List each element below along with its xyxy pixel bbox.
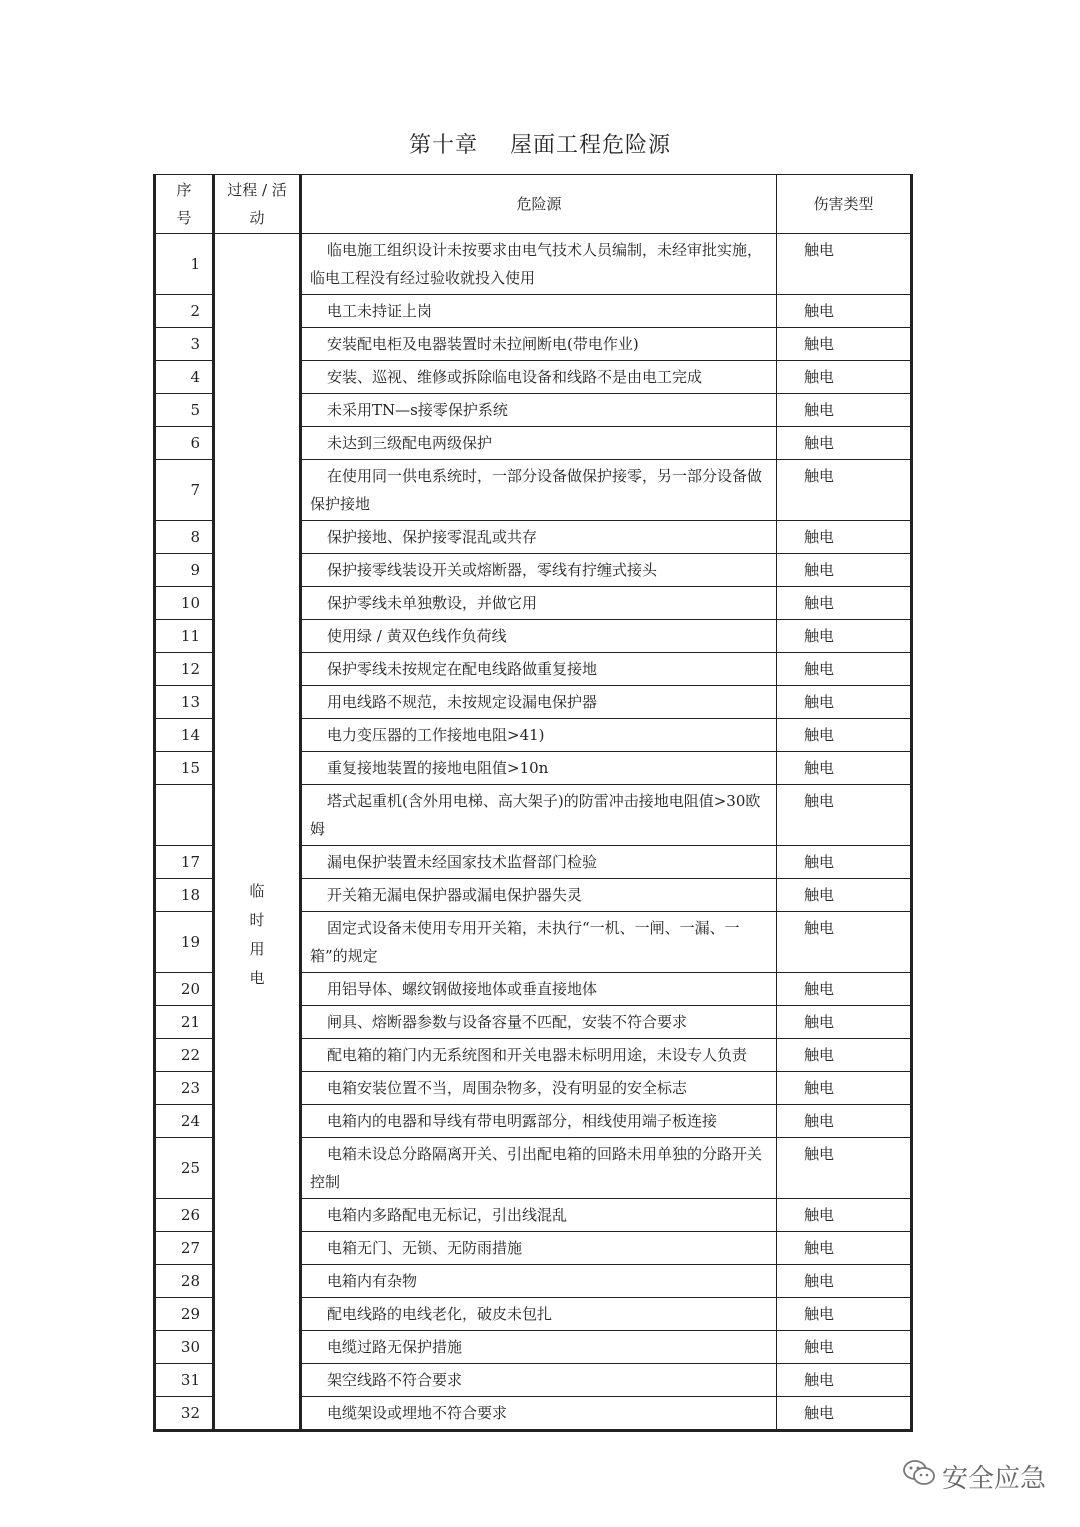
row-number: 13: [155, 686, 214, 719]
row-number: 6: [155, 427, 214, 460]
injury-type: 触电: [777, 1265, 912, 1298]
injury-type: 触电: [777, 653, 912, 686]
row-number: 29: [155, 1298, 214, 1331]
row-number: 32: [155, 1397, 214, 1431]
header-activity-line2: 动: [249, 209, 265, 227]
row-number: 9: [155, 554, 214, 587]
hazard-source-text: 固定式设备未使用专用开关箱，未执行“一机、一闸、一漏、一箱”的规定: [310, 919, 740, 965]
hazard-source-text: 电箱未设总分路隔离开关、引出配电箱的回路未用单独的分路开关控制: [310, 1145, 763, 1191]
hazard-source-text: 安装配电柜及电器装置时未拉闸断电(带电作业): [327, 335, 639, 353]
row-number: 30: [155, 1331, 214, 1364]
row-number: 2: [155, 295, 214, 328]
injury-type: 触电: [777, 785, 912, 846]
hazard-source-text: 用铝导体、螺纹钢做接地体或垂直接地体: [327, 980, 598, 998]
injury-type: 触电: [777, 234, 912, 295]
injury-type: 触电: [777, 394, 912, 427]
row-number: 24: [155, 1105, 214, 1138]
hazard-source-text: 使用绿 / 黄双色线作负荷线: [327, 627, 507, 645]
hazard-source-text: 电箱内有杂物: [327, 1272, 418, 1290]
injury-type: 触电: [777, 1039, 912, 1072]
row-number: 28: [155, 1265, 214, 1298]
hazard-source: [301, 554, 777, 587]
injury-type: 触电: [777, 328, 912, 361]
row-number: 17: [155, 846, 214, 879]
row-number: 10: [155, 587, 214, 620]
hazard-source: [301, 1331, 777, 1364]
hazard-source-text: 电箱内多路配电无标记，引出线混乱: [327, 1206, 568, 1224]
row-number: 25: [155, 1138, 214, 1199]
header-source: 危险源: [301, 175, 777, 234]
hazard-source-text: 架空线路不符合要求: [327, 1371, 463, 1389]
hazard-source: [301, 328, 777, 361]
row-number: [155, 785, 214, 846]
activity-char: 用: [249, 939, 265, 958]
hazard-source: [301, 752, 777, 785]
injury-type: 触电: [777, 686, 912, 719]
hazard-source-text: 闸具、熔断器参数与设备容量不匹配，安装不符合要求: [327, 1013, 688, 1031]
injury-type: 触电: [777, 1397, 912, 1431]
row-number: 12: [155, 653, 214, 686]
hazard-source: [301, 1138, 777, 1199]
hazard-source-text: 未达到三级配电两级保护: [327, 434, 493, 452]
hazard-source: [301, 1072, 777, 1105]
hazard-source-text: 电力变压器的工作接地电阻>41): [327, 726, 545, 744]
hazard-source: [301, 785, 777, 846]
hazard-source-text: 塔式起重机(含外用电梯、高大架子)的防雷冲击接地电阻值>30欧姆: [310, 792, 761, 838]
hazard-source: [301, 686, 777, 719]
injury-type: 触电: [777, 1232, 912, 1265]
injury-type: 触电: [777, 361, 912, 394]
activity-cell: [214, 234, 301, 1431]
hazard-source: [301, 1199, 777, 1232]
hazard-source-text: 保护零线未单独敷设，并做它用: [327, 594, 538, 612]
hazard-source-text: 保护接零线装设开关或熔断器，零线有拧缠式接头: [327, 561, 658, 579]
row-number: 26: [155, 1199, 214, 1232]
injury-type: 触电: [777, 912, 912, 973]
row-number: 23: [155, 1072, 214, 1105]
hazard-source-text: 重复接地装置的接地电阻值>10n: [327, 759, 549, 777]
injury-type: 触电: [777, 554, 912, 587]
hazard-source-text: 安装、巡视、维修或拆除临电设备和线路不是由电工完成: [327, 368, 703, 386]
hazard-source: [301, 1232, 777, 1265]
row-number: 27: [155, 1232, 214, 1265]
hazard-source: [301, 427, 777, 460]
hazard-source-text: 电箱内的电器和导线有带电明露部分，相线使用端子板连接: [327, 1112, 718, 1130]
hazard-source: [301, 1364, 777, 1397]
header-num: [155, 175, 214, 234]
injury-type: 触电: [777, 1072, 912, 1105]
watermark-text: 安全应急: [941, 1464, 1046, 1494]
row-number: 5: [155, 394, 214, 427]
row-number: 8: [155, 521, 214, 554]
row-number: 14: [155, 719, 214, 752]
hazard-source: [301, 912, 777, 973]
hazard-source-text: 配电线路的电线老化，破皮未包扎: [327, 1305, 553, 1323]
hazard-source: [301, 1265, 777, 1298]
injury-type: 触电: [777, 879, 912, 912]
header-row: [155, 175, 912, 234]
hazard-source: [301, 1298, 777, 1331]
row-number: 20: [155, 973, 214, 1006]
activity-char: 电: [249, 968, 265, 987]
hazard-source-text: 临电施工组织设计未按要求由电气技术人员编制，未经审批实施，临电工程没有经过验收就投入使用: [310, 241, 763, 287]
hazard-source: [301, 295, 777, 328]
injury-type: 触电: [777, 427, 912, 460]
injury-type: 触电: [777, 719, 912, 752]
row-number: 31: [155, 1364, 214, 1397]
hazard-source-text: 用电线路不规范，未按规定设漏电保护器: [327, 693, 598, 711]
injury-type: 触电: [777, 973, 912, 1006]
row-number: 19: [155, 912, 214, 973]
injury-type: 触电: [777, 1199, 912, 1232]
hazard-source-text: 保护零线未按规定在配电线路做重复接地: [327, 660, 598, 678]
injury-type: 触电: [777, 587, 912, 620]
hazard-source: [301, 1397, 777, 1431]
activity-char: 临: [249, 881, 265, 900]
injury-type: 触电: [777, 846, 912, 879]
row-number: 21: [155, 1006, 214, 1039]
hazard-source: [301, 1105, 777, 1138]
hazard-source: [301, 234, 777, 295]
row-number: 4: [155, 361, 214, 394]
injury-type: 触电: [777, 1331, 912, 1364]
hazard-source-text: 电缆过路无保护措施: [327, 1338, 463, 1356]
row-number: 7: [155, 460, 214, 521]
injury-type: 触电: [777, 521, 912, 554]
row-number: 18: [155, 879, 214, 912]
injury-type: 触电: [777, 1006, 912, 1039]
hazard-source: [301, 361, 777, 394]
hazard-source: [301, 1039, 777, 1072]
row-number: 11: [155, 620, 214, 653]
injury-type: 触电: [777, 1364, 912, 1397]
hazard-source-text: 电工未持证上岗: [327, 302, 433, 320]
hazard-source: [301, 521, 777, 554]
page-title: 第十章 屋面工程危险源: [409, 133, 671, 158]
hazard-source-text: 未采用TN—s接零保护系统: [327, 401, 508, 419]
injury-type: 触电: [777, 460, 912, 521]
hazard-source-text: 电箱安装位置不当，周围杂物多，没有明显的安全标志: [327, 1079, 688, 1097]
row-number: 22: [155, 1039, 214, 1072]
table-row: [155, 234, 912, 295]
hazard-source: [301, 879, 777, 912]
hazard-source: [301, 653, 777, 686]
hazard-source-text: 配电箱的箱门内无系统图和开关电器未标明用途，未设专人负责: [327, 1046, 748, 1064]
header-num-line2: 号: [176, 209, 192, 227]
hazard-source: [301, 846, 777, 879]
hazard-source-text: 漏电保护装置未经国家技术监督部门检验: [327, 853, 598, 871]
injury-type: 触电: [777, 620, 912, 653]
hazard-source: [301, 587, 777, 620]
hazard-source: [301, 973, 777, 1006]
row-number: 15: [155, 752, 214, 785]
injury-type: 触电: [777, 295, 912, 328]
header-activity: [214, 175, 301, 234]
injury-type: 触电: [777, 1138, 912, 1199]
injury-type: 触电: [777, 1298, 912, 1331]
row-number: 3: [155, 328, 214, 361]
hazard-source-text: 电缆架设或埋地不符合要求: [327, 1404, 508, 1422]
activity-char: 时: [249, 910, 265, 929]
injury-type: 触电: [777, 752, 912, 785]
header-activity-line1: 过程 / 活: [227, 181, 287, 199]
hazard-source-text: 在使用同一供电系统时，一部分设备做保护接零，另一部分设备做保护接地: [310, 467, 763, 513]
hazard-source: [301, 460, 777, 521]
hazard-source: [301, 1006, 777, 1039]
hazard-source-text: 开关箱无漏电保护器或漏电保护器失灵: [327, 886, 583, 904]
header-type: 伤害类型: [777, 175, 912, 234]
wechat-icon: [902, 1458, 936, 1495]
hazard-source: [301, 620, 777, 653]
hazard-source-text: 电箱无门、无锁、无防雨措施: [327, 1239, 523, 1257]
watermark: [902, 1458, 1046, 1495]
hazard-table: [153, 174, 913, 1432]
hazard-source-text: 保护接地、保护接零混乱或共存: [327, 528, 538, 546]
injury-type: 触电: [777, 1105, 912, 1138]
hazard-source: [301, 394, 777, 427]
header-num-line1: 序: [176, 181, 192, 199]
row-number: 1: [155, 234, 214, 295]
hazard-source: [301, 719, 777, 752]
